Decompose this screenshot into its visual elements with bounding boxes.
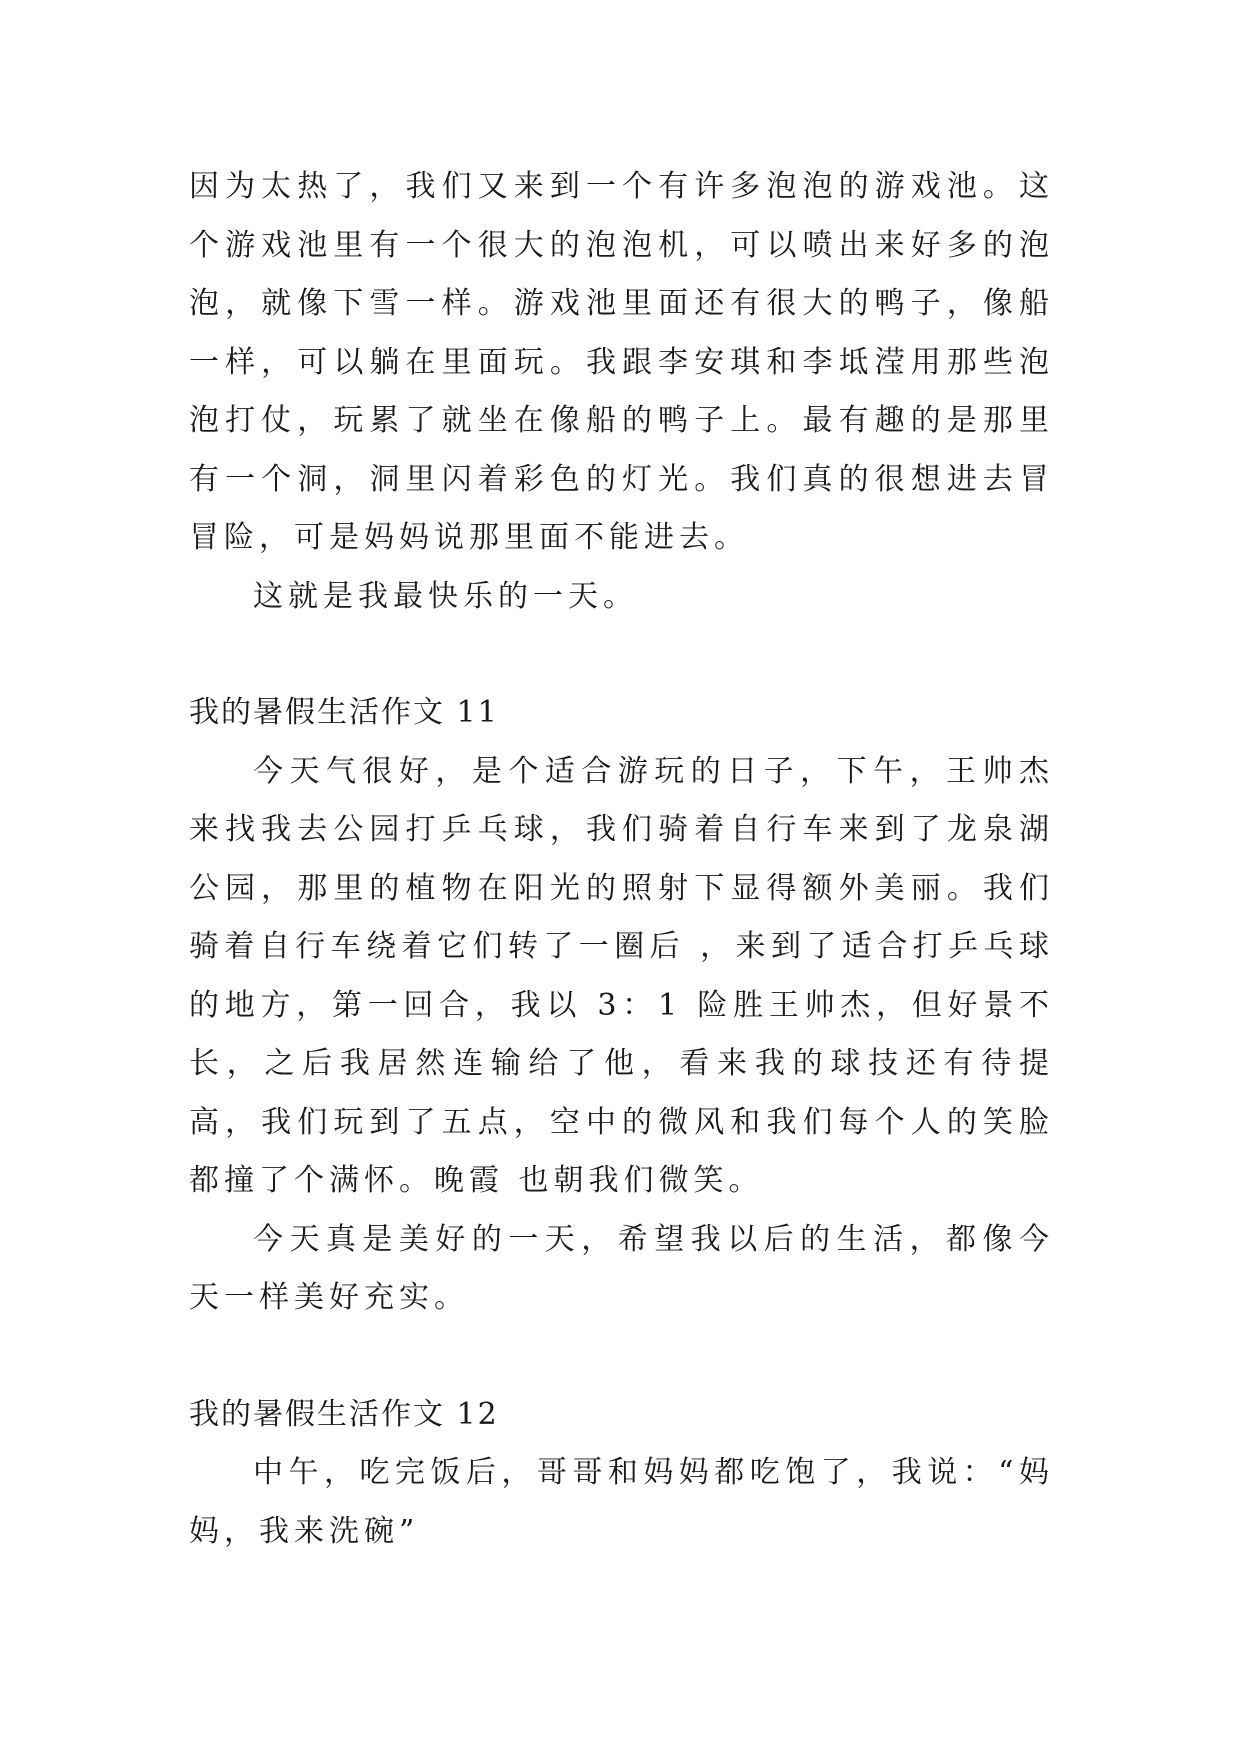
essay-heading-12: 我的暑假生活作文 12 bbox=[189, 1396, 499, 1432]
paragraph-beautiful-day: 今天真是美好的一天，希望我以后的生活，都像今天一样美好充实。 bbox=[189, 1221, 1054, 1315]
document-body bbox=[189, 158, 1054, 1561]
paragraph-wash-dishes: 中午，吃完饭后，哥哥和妈妈都吃饱了，我说：“妈妈，我来洗碗” bbox=[189, 1455, 1054, 1549]
section-spacer bbox=[189, 626, 1054, 684]
paragraph-happiest-day: 这就是我最快乐的一天。 bbox=[253, 578, 638, 614]
paragraph-bubble-pool: 因为太热了，我们又来到一个有许多泡泡的游戏池。这个游戏池里有一个很大的泡泡机，可以喷出来好多的泡泡，就像下雪一样。游戏池里面还有很大的鸭子，像船一样，可以躺在里面玩。我跟李安琪和李坻滢用那些泡泡打仗，玩累了就坐在像船的鸭子上。最有趣的是那里有一个洞，洞里闪着彩色的灯光。我们真的很想进去冒冒险，可是妈妈说那里面不能进去。 bbox=[189, 169, 1054, 555]
essay-heading-11: 我的暑假生活作文 11 bbox=[189, 695, 499, 730]
paragraph-ping-pong: 今天气很好，是个适合游玩的日子，下午，王帅杰来找我去公园打乒乓球，我们骑着自行车来到了龙泉湖公园，那里的植物在阳光的照射下显得额外美丽。我们骑着自行车绕着它们转了一圈后 ，来到了适合打乒乓球的地方，第一回合，我以 3：1 险胜王帅杰，但好景不长，之后我居然连输给了他，看来我的球技还有待提高，我们玩到了五点，空中的微风和我们每个人的笑脸都撞了个满怀。晚霞 也朝我们微笑。 bbox=[189, 753, 1054, 1198]
section-spacer bbox=[189, 1328, 1054, 1386]
